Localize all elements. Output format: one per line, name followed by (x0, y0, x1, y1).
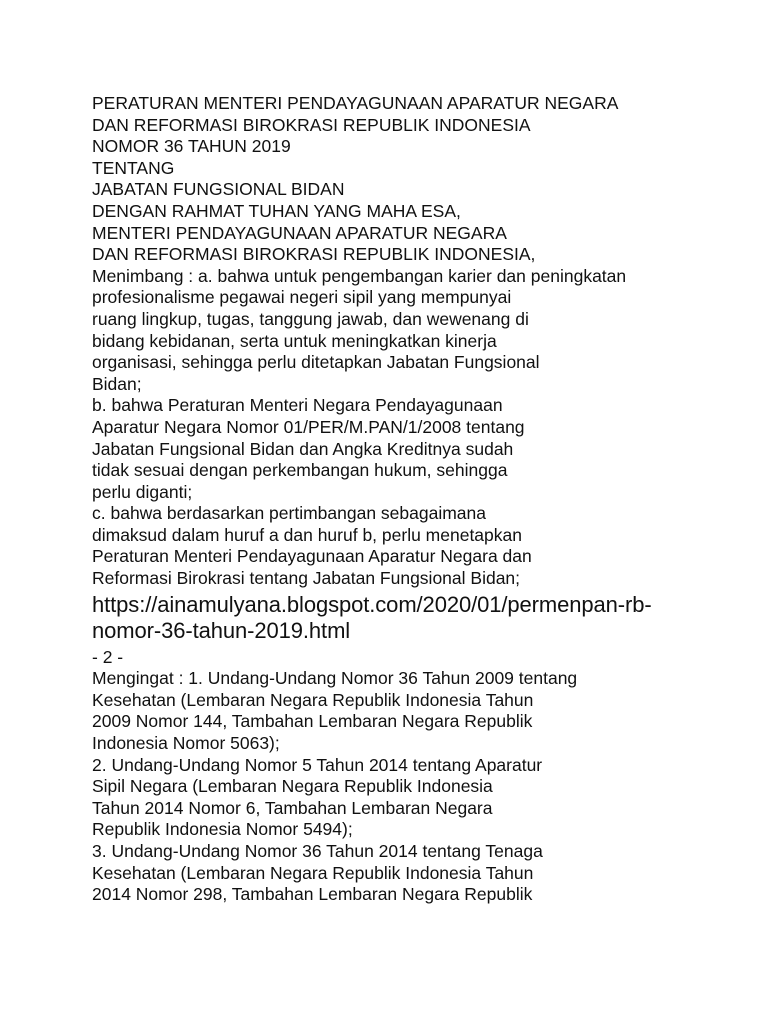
mengingat-line: Republik Indonesia Nomor 5494); (92, 819, 353, 840)
menimbang-line: Bidan; (92, 373, 142, 394)
mengingat-line: Kesehatan (Lembaran Negara Republik Indonesia Tahun (92, 862, 534, 883)
menimbang-line: Menimbang : a. bahwa untuk pengembangan karier dan peningkatan (92, 265, 627, 286)
header-line: DAN REFORMASI BIROKRASI REPUBLIK INDONESIA (92, 114, 531, 135)
mengingat-line: 2. Undang-Undang Nomor 5 Tahun 2014 tentang Aparatur (92, 754, 543, 775)
menimbang-line: Reformasi Birokrasi tentang Jabatan Fungsional Bidan; (92, 568, 521, 589)
mengingat-line: 2014 Nomor 298, Tambahan Lembaran Negara Republik (92, 884, 533, 905)
menimbang-line: Jabatan Fungsional Bidan dan Angka Kreditnya sudah (92, 438, 514, 459)
header-line: DAN REFORMASI BIROKRASI REPUBLIK INDONESIA, (92, 244, 536, 265)
mengingat-line: Indonesia Nomor 5063); (92, 733, 280, 754)
menimbang-line: c. bahwa berdasarkan pertimbangan sebagaimana (92, 503, 487, 524)
menimbang-section (92, 266, 752, 590)
menimbang-line: profesionalisme pegawai negeri sipil yang mempunyai (92, 287, 512, 308)
mengingat-line: Mengingat : 1. Undang-Undang Nomor 36 Tahun 2009 tentang (92, 668, 578, 689)
header-line: JABATAN FUNGSIONAL BIDAN (92, 179, 345, 200)
menimbang-line: tidak sesuai dengan perkembangan hukum, sehingga (92, 460, 508, 481)
header-line: MENTERI PENDAYAGUNAAN APARATUR NEGARA (92, 222, 507, 243)
mengingat-line: Kesehatan (Lembaran Negara Republik Indonesia Tahun (92, 689, 534, 710)
source-url[interactable] (92, 592, 752, 645)
menimbang-line: dimaksud dalam huruf a dan huruf b, perlu menetapkan (92, 524, 522, 545)
mengingat-line: 3. Undang-Undang Nomor 36 Tahun 2014 tentang Tenaga (92, 841, 543, 861)
mengingat-line: 2009 Nomor 144, Tambahan Lembaran Negara Republik (92, 711, 533, 732)
mengingat-line: Sipil Negara (Lembaran Negara Republik Indonesia (92, 776, 493, 797)
header-line: PERATURAN MENTERI PENDAYAGUNAAN APARATUR NEGARA (92, 93, 619, 113)
header-line: NOMOR 36 TAHUN 2019 (92, 136, 291, 157)
page-marker: - 2 - (92, 646, 124, 667)
source-url-line[interactable]: https://ainamulyana.blogspot.com/2020/01/permenpan-rb- (92, 591, 652, 617)
document-page (92, 93, 752, 906)
mengingat-line: Tahun 2014 Nomor 6, Tambahan Lembaran Negara (92, 797, 493, 818)
mengingat-section (92, 668, 752, 906)
menimbang-line: ruang lingkup, tugas, tanggung jawab, dan wewenang di (92, 308, 529, 329)
document-header (92, 93, 752, 266)
source-url-line[interactable]: nomor-36-tahun-2019.html (92, 618, 351, 644)
menimbang-line: Aparatur Negara Nomor 01/PER/M.PAN/1/2008 tentang (92, 416, 525, 437)
header-line: TENTANG (92, 157, 175, 178)
menimbang-line: perlu diganti; (92, 481, 193, 502)
menimbang-line: bidang kebidanan, serta untuk meningkatkan kinerja (92, 330, 497, 351)
menimbang-line: organisasi, sehingga perlu ditetapkan Jabatan Fungsional (92, 352, 540, 373)
menimbang-line: b. bahwa Peraturan Menteri Negara Pendayagunaan (92, 395, 503, 416)
menimbang-line: Peraturan Menteri Pendayagunaan Aparatur Negara dan (92, 546, 532, 567)
header-line: DENGAN RAHMAT TUHAN YANG MAHA ESA, (92, 200, 461, 221)
